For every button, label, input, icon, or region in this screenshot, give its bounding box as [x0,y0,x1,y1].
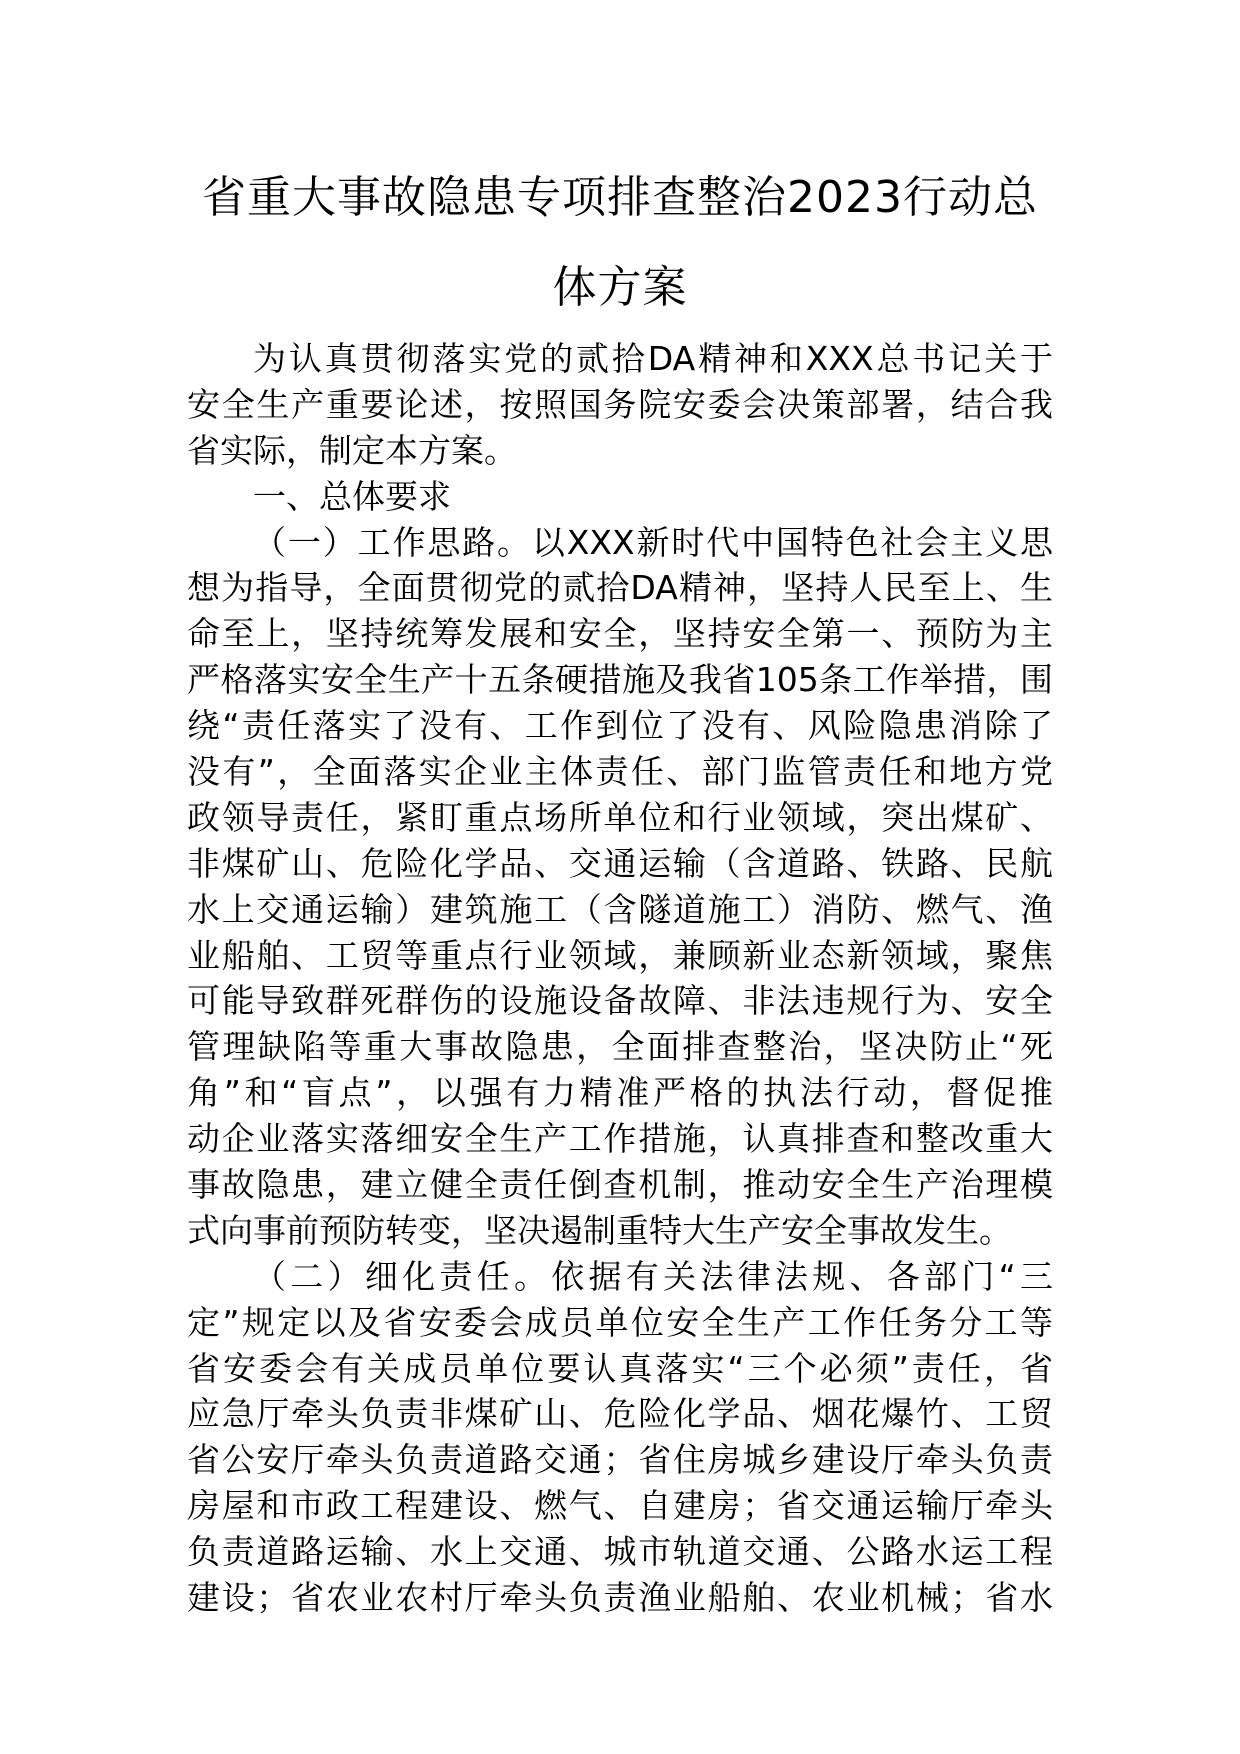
body-text-line: 事故隐患，建立健全责任倒查机制，推动安全生产治理模 [187,1165,1053,1205]
body-text-line: 定”规定以及省安委会成员单位安全生产工作任务分工等 [187,1302,1053,1342]
body-text-line: 动企业落实落细安全生产工作措施，认真排查和整改重大 [187,1119,1053,1159]
body-text-line: 严格落实安全生产十五条硬措施及我省105条工作举措，围 [187,660,1053,700]
document-title-line-2: 体方案 [552,262,688,313]
body-text-line: 政领导责任，紧盯重点场所单位和行业领域，突出煤矿、 [187,797,1053,837]
document-title-line-1: 省重大事故隐患专项排查整治2023行动总 [202,172,1038,223]
body-text-line: 安全生产重要论述，按照国务院安委会决策部署，结合我 [187,384,1053,424]
body-text-line: 想为指导，全面贯彻党的贰拾DA精神，坚持人民至上、生 [187,568,1053,608]
body-text-line: 绕“责任落实了没有、工作到位了没有、风险隐患消除了 [187,706,1053,746]
body-text-line: 管理缺陷等重大事故隐患，全面排查整治，坚决防止“死 [187,1027,1053,1067]
body-text-line: 应急厅牵头负责非煤矿山、危险化学品、烟花爆竹、工贸 [187,1394,1053,1434]
body-text-line: 一、总体要求 [253,476,451,516]
body-text-line: 水上交通运输）建筑施工（含隧道施工）消防、燃气、渔 [187,889,1053,929]
body-text-line: 建设；省农业农村厅牵头负责渔业船舶、农业机械；省水 [187,1578,1053,1618]
body-text-line: 非煤矿山、危险化学品、交通运输（含道路、铁路、民航 [187,843,1053,883]
body-text-line: 角”和“盲点”，以强有力精准严格的执法行动，督促推 [187,1073,1053,1113]
body-text-line: （二）细化责任。依据有关法律法规、各部门“三 [253,1256,1053,1296]
document-body [187,336,1053,1621]
body-text-line: 为认真贯彻落实党的贰拾DA精神和XXX总书记关于 [253,339,1053,378]
body-text-line: 负责道路运输、水上交通、城市轨道交通、公路水运工程 [187,1532,1053,1572]
body-text-line: 式向事前预防转变，坚决遏制重特大生产安全事故发生。 [187,1210,1012,1250]
body-text-line: （一）工作思路。以XXX新时代中国特色社会主义思 [253,522,1053,562]
body-text-line: 命至上，坚持统筹发展和安全，坚持安全第一、预防为主 [187,614,1053,654]
body-text-line: 业船舶、工贸等重点行业领域，兼顾新业态新领域，聚焦 [187,935,1053,975]
body-text-line: 可能导致群死群伤的设施设备故障、非法违规行为、安全 [187,981,1053,1021]
body-text-line: 省实际，制定本方案。 [187,430,517,470]
body-text-line: 没有”，全面落实企业主体责任、部门监管责任和地方党 [187,752,1053,792]
body-text-line: 省安委会有关成员单位要认真落实“三个必须”责任，省 [187,1348,1053,1388]
body-text-line: 房屋和市政工程建设、燃气、自建房；省交通运输厅牵头 [187,1486,1053,1526]
body-text-line: 省公安厅牵头负责道路交通；省住房城乡建设厅牵头负责 [187,1440,1053,1480]
